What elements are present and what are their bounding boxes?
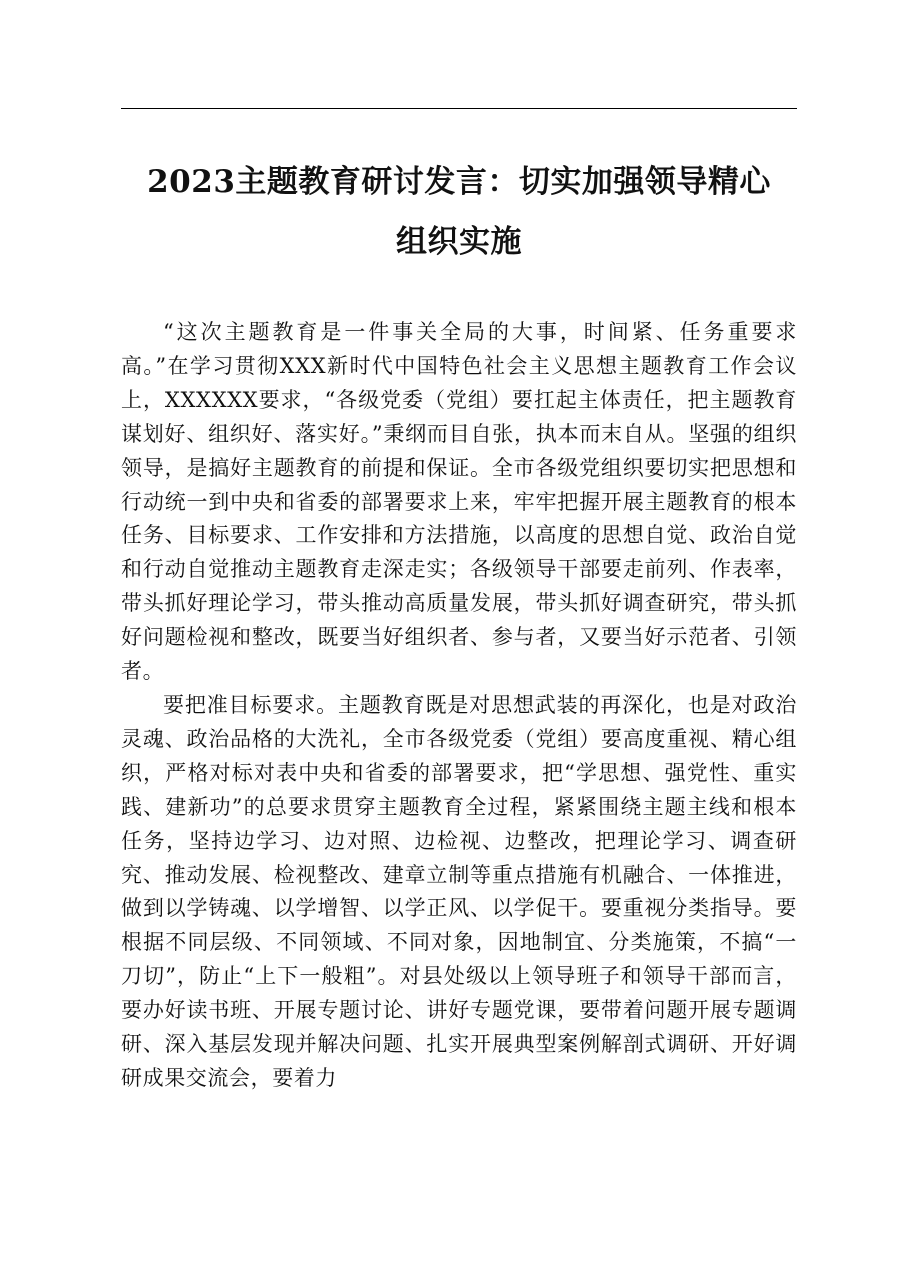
paragraph-1: “这次主题教育是一件事关全局的大事，时间紧、任务重要求高。”在学习贯彻XXX新时代中国特色社会主义思想主题教育工作会议上，XXXXXX要求，“各级党委（党组）要扛起主体责任，把主题教育谋划好、组织好、落实好。”秉纲而目自张，执本而末自从。坚强的组织领导，是搞好主题教育的前提和保证。全市各级党组织要切实把思想和行动统一到中央和省委的部署要求上来，牢牢把握开展主题教育的根本任务、目标要求、工作安排和方法措施，以高度的思想自觉、政治自觉和行动自觉推动主题教育走深走实；各级领导干部要走前列、作表率，带头抓好理论学习，带头推动高质量发展，带头抓好调查研究，带头抓好问题检视和整改，既要当好组织者、参与者，又要当好示范者、引领者。 bbox=[121, 320, 797, 684]
title-line-1: 2023主题教育研讨发言：切实加强领导精心 bbox=[147, 164, 771, 200]
header-rule bbox=[121, 108, 797, 109]
document-body bbox=[121, 316, 797, 1096]
title-line-2: 组织实施 bbox=[396, 224, 522, 260]
paragraph-2: 要把准目标要求。主题教育既是对思想武装的再深化，也是对政治灵魂、政治品格的大洗礼，全市各级党委（党组）要高度重视、精心组织，严格对标对表中央和省委的部署要求，把“学思想、强党性、重实践、建新功”的总要求贯穿主题教育全过程，紧紧围绕主题主线和根本任务，坚持边学习、边对照、边检视、边整改，把理论学习、调查研究、推动发展、检视整改、建章立制等重点措施有机融合、一体推进，做到以学铸魂、以学增智、以学正风、以学促干。要重视分类指导。要根据不同层级、不同领域、不同对象，因地制宜、分类施策，不搞“一刀切”，防止“上下一般粗”。对县处级以上领导班子和领导干部而言，要办好读书班、开展专题讨论、讲好专题党课，要带着问题开展专题调研、深入基层发现并解决问题、扎实开展典型案例解剖式调研、开好调研成果交流会，要着力 bbox=[121, 692, 797, 1090]
document-title bbox=[121, 152, 797, 272]
